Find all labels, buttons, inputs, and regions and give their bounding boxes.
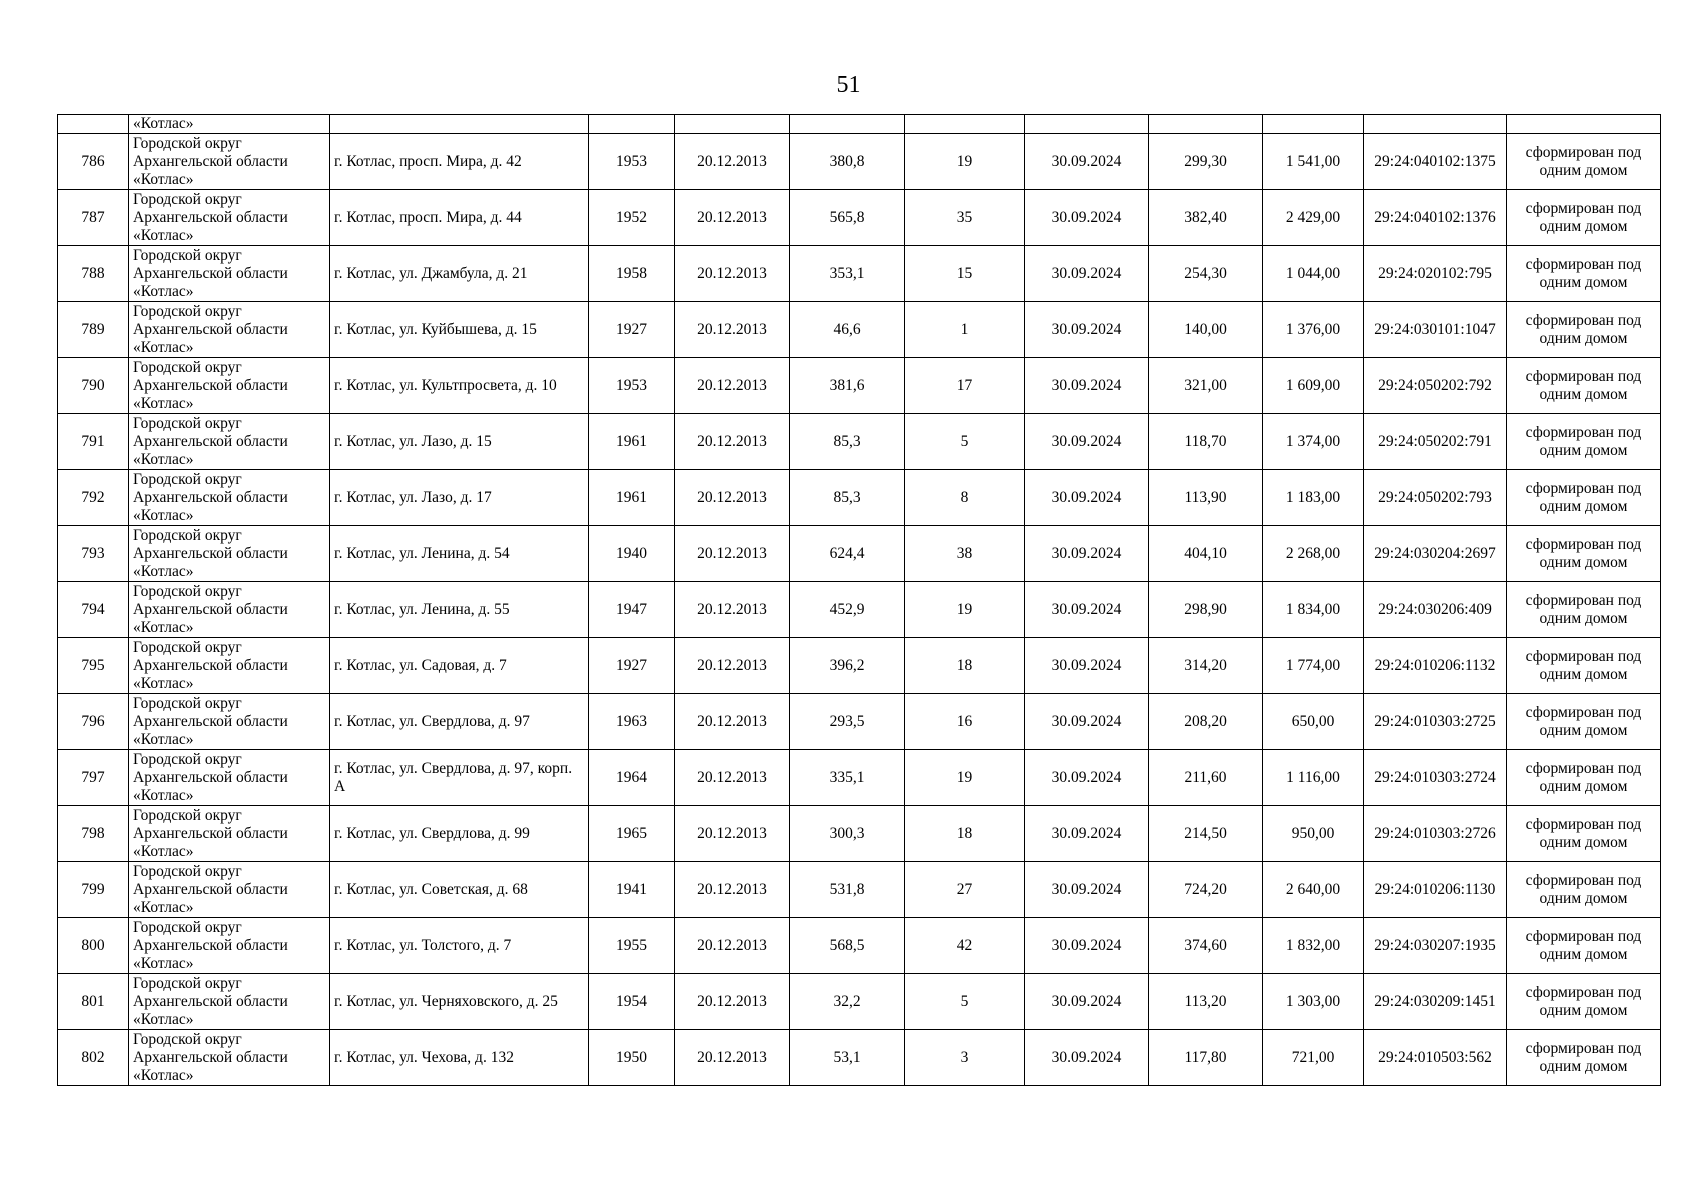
- cell-area2: 113,20: [1149, 974, 1263, 1030]
- cell-cadastral: 29:24:010503:562: [1364, 1030, 1507, 1086]
- cell-cadastral: 29:24:050202:792: [1364, 358, 1507, 414]
- cell-date: 20.12.2013: [675, 414, 790, 470]
- cell-address: г. Котлас, ул. Культпросвета, д. 10: [330, 358, 589, 414]
- cell-municipality: Городской округ Архангельской области «Котлас»: [129, 190, 330, 246]
- cell-area2: 404,10: [1149, 526, 1263, 582]
- cell-area2: 298,90: [1149, 582, 1263, 638]
- cell-date2: 30.09.2024: [1025, 358, 1149, 414]
- table-row: [58, 358, 1661, 414]
- cell-date: 20.12.2013: [675, 302, 790, 358]
- cell-year: 1954: [589, 974, 675, 1030]
- cell-area: 32,2: [790, 974, 905, 1030]
- cell-residents: 17: [905, 358, 1025, 414]
- cell-area3: 1 541,00: [1263, 134, 1364, 190]
- cell-num: 797: [58, 750, 129, 806]
- cell-date2: 30.09.2024: [1025, 134, 1149, 190]
- cell-cadastral: 29:24:030204:2697: [1364, 526, 1507, 582]
- table-row: [58, 638, 1661, 694]
- cell-municipality: Городской округ Архангельской области «Котлас»: [129, 918, 330, 974]
- table-row: [58, 526, 1661, 582]
- cell-area3: 1 303,00: [1263, 974, 1364, 1030]
- cell-year: 1965: [589, 806, 675, 862]
- cell-num: 792: [58, 470, 129, 526]
- cell-area3: 2 268,00: [1263, 526, 1364, 582]
- cell-year: 1955: [589, 918, 675, 974]
- cell-area2: 321,00: [1149, 358, 1263, 414]
- cell-cadastral: 29:24:040102:1376: [1364, 190, 1507, 246]
- cell-cadastral: 29:24:010206:1132: [1364, 638, 1507, 694]
- cell-area3: 950,00: [1263, 806, 1364, 862]
- cell-address: г. Котлас, ул. Ленина, д. 55: [330, 582, 589, 638]
- cell-year: 1961: [589, 414, 675, 470]
- cell-date2: 30.09.2024: [1025, 246, 1149, 302]
- cell-address: г. Котлас, ул. Ленина, д. 54: [330, 526, 589, 582]
- cell-address: [330, 115, 589, 134]
- cell-cadastral: 29:24:040102:1375: [1364, 134, 1507, 190]
- cell-address: г. Котлас, просп. Мира, д. 44: [330, 190, 589, 246]
- cell-address: г. Котлас, ул. Свердлова, д. 97: [330, 694, 589, 750]
- cell-year: 1953: [589, 134, 675, 190]
- table-row: [58, 582, 1661, 638]
- cell-area: 293,5: [790, 694, 905, 750]
- table-row: [58, 862, 1661, 918]
- cell-date: 20.12.2013: [675, 918, 790, 974]
- table-row: [58, 470, 1661, 526]
- cell-residents: 38: [905, 526, 1025, 582]
- cell-municipality: Городской округ Архангельской области «Котлас»: [129, 470, 330, 526]
- cell-status: сформирован под одним домом: [1507, 190, 1661, 246]
- cell-address: г. Котлас, просп. Мира, д. 42: [330, 134, 589, 190]
- cell-area2: 118,70: [1149, 414, 1263, 470]
- cell-municipality: Городской округ Архангельской области «Котлас»: [129, 246, 330, 302]
- cell-date: 20.12.2013: [675, 470, 790, 526]
- cell-date2: 30.09.2024: [1025, 470, 1149, 526]
- cell-area2: 211,60: [1149, 750, 1263, 806]
- cell-status: сформирован под одним домом: [1507, 806, 1661, 862]
- table-row: [58, 694, 1661, 750]
- cell-area: 381,6: [790, 358, 905, 414]
- cell-status: сформирован под одним домом: [1507, 526, 1661, 582]
- cell-date2: 30.09.2024: [1025, 694, 1149, 750]
- cell-num: 794: [58, 582, 129, 638]
- cell-address: г. Котлас, ул. Черняховского, д. 25: [330, 974, 589, 1030]
- cell-cadastral: 29:24:030206:409: [1364, 582, 1507, 638]
- table-row: [58, 246, 1661, 302]
- cell-area3: 1 832,00: [1263, 918, 1364, 974]
- cell-num: 800: [58, 918, 129, 974]
- cell-area3: 1 374,00: [1263, 414, 1364, 470]
- cell-date: 20.12.2013: [675, 974, 790, 1030]
- cell-address: г. Котлас, ул. Советская, д. 68: [330, 862, 589, 918]
- cell-municipality: Городской округ Архангельской области «Котлас»: [129, 526, 330, 582]
- cell-year: 1964: [589, 750, 675, 806]
- cell-num: 791: [58, 414, 129, 470]
- cell-status: сформирован под одним домом: [1507, 918, 1661, 974]
- cell-num: 789: [58, 302, 129, 358]
- cell-area: 53,1: [790, 1030, 905, 1086]
- cell-status: сформирован под одним домом: [1507, 694, 1661, 750]
- cell-area3: 1 376,00: [1263, 302, 1364, 358]
- cell-residents: 8: [905, 470, 1025, 526]
- cell-status: сформирован под одним домом: [1507, 582, 1661, 638]
- cell-year: 1952: [589, 190, 675, 246]
- table-row: [58, 414, 1661, 470]
- cell-num: 795: [58, 638, 129, 694]
- cell-status: сформирован под одним домом: [1507, 1030, 1661, 1086]
- cell-status: сформирован под одним домом: [1507, 302, 1661, 358]
- cell-municipality: Городской округ Архангельской области «Котлас»: [129, 414, 330, 470]
- cell-area3: 650,00: [1263, 694, 1364, 750]
- cell-cadastral: 29:24:010303:2725: [1364, 694, 1507, 750]
- cell-area: 335,1: [790, 750, 905, 806]
- cell-residents: 16: [905, 694, 1025, 750]
- cell-area: 46,6: [790, 302, 905, 358]
- cell-area2: 117,80: [1149, 1030, 1263, 1086]
- cell-address: г. Котлас, ул. Чехова, д. 132: [330, 1030, 589, 1086]
- cell-status: сформирован под одним домом: [1507, 134, 1661, 190]
- cell-date: 20.12.2013: [675, 862, 790, 918]
- cell-address: г. Котлас, ул. Джамбула, д. 21: [330, 246, 589, 302]
- table-body: [58, 115, 1661, 1086]
- cell-residents: 3: [905, 1030, 1025, 1086]
- cell-municipality: Городской округ Архангельской области «Котлас»: [129, 806, 330, 862]
- cell-area3: 1 116,00: [1263, 750, 1364, 806]
- cell-area2: 314,20: [1149, 638, 1263, 694]
- table-row: [58, 1030, 1661, 1086]
- cell-area2: 724,20: [1149, 862, 1263, 918]
- cell-address: г. Котлас, ул. Толстого, д. 7: [330, 918, 589, 974]
- cell-cadastral: [1364, 115, 1507, 134]
- cell-area2: 299,30: [1149, 134, 1263, 190]
- cell-residents: [905, 115, 1025, 134]
- cell-cadastral: 29:24:010303:2724: [1364, 750, 1507, 806]
- cell-area: 353,1: [790, 246, 905, 302]
- cell-residents: 19: [905, 582, 1025, 638]
- cell-year: 1947: [589, 582, 675, 638]
- cell-address: г. Котлас, ул. Куйбышева, д. 15: [330, 302, 589, 358]
- cell-date2: 30.09.2024: [1025, 974, 1149, 1030]
- housing-registry-table: [57, 114, 1661, 1086]
- cell-num: 798: [58, 806, 129, 862]
- cell-residents: 19: [905, 134, 1025, 190]
- cell-area3: 1 834,00: [1263, 582, 1364, 638]
- cell-residents: 5: [905, 414, 1025, 470]
- cell-municipality: Городской округ Архангельской области «Котлас»: [129, 302, 330, 358]
- cell-cadastral: 29:24:030209:1451: [1364, 974, 1507, 1030]
- cell-municipality: Городской округ Архангельской области «Котлас»: [129, 638, 330, 694]
- cell-cadastral: 29:24:030101:1047: [1364, 302, 1507, 358]
- cell-area2: 254,30: [1149, 246, 1263, 302]
- cell-address: г. Котлас, ул. Свердлова, д. 99: [330, 806, 589, 862]
- cell-residents: 18: [905, 806, 1025, 862]
- cell-area: 452,9: [790, 582, 905, 638]
- cell-residents: 27: [905, 862, 1025, 918]
- cell-area3: 2 640,00: [1263, 862, 1364, 918]
- cell-num: 786: [58, 134, 129, 190]
- cell-area2: 140,00: [1149, 302, 1263, 358]
- table-row: [58, 134, 1661, 190]
- cell-area2: 382,40: [1149, 190, 1263, 246]
- cell-area: 624,4: [790, 526, 905, 582]
- cell-date: 20.12.2013: [675, 750, 790, 806]
- cell-area: 380,8: [790, 134, 905, 190]
- cell-area3: 2 429,00: [1263, 190, 1364, 246]
- cell-num: 802: [58, 1030, 129, 1086]
- cell-address: г. Котлас, ул. Садовая, д. 7: [330, 638, 589, 694]
- cell-num: 799: [58, 862, 129, 918]
- table-row: [58, 974, 1661, 1030]
- cell-date: 20.12.2013: [675, 1030, 790, 1086]
- cell-residents: 1: [905, 302, 1025, 358]
- table-row: [58, 806, 1661, 862]
- cell-residents: 5: [905, 974, 1025, 1030]
- cell-area: 396,2: [790, 638, 905, 694]
- cell-municipality: Городской округ Архангельской области «Котлас»: [129, 582, 330, 638]
- cell-status: сформирован под одним домом: [1507, 414, 1661, 470]
- cell-area3: [1263, 115, 1364, 134]
- cell-status: [1507, 115, 1661, 134]
- cell-address: г. Котлас, ул. Свердлова, д. 97, корп. А: [330, 750, 589, 806]
- cell-municipality: Городской округ Архангельской области «Котлас»: [129, 358, 330, 414]
- cell-date2: 30.09.2024: [1025, 582, 1149, 638]
- cell-year: 1927: [589, 638, 675, 694]
- cell-municipality: Городской округ Архангельской области «Котлас»: [129, 862, 330, 918]
- cell-year: [589, 115, 675, 134]
- cell-cadastral: 29:24:010303:2726: [1364, 806, 1507, 862]
- cell-date2: 30.09.2024: [1025, 918, 1149, 974]
- cell-municipality: Городской округ Архангельской области «Котлас»: [129, 694, 330, 750]
- cell-residents: 42: [905, 918, 1025, 974]
- cell-area3: 721,00: [1263, 1030, 1364, 1086]
- cell-area2: 374,60: [1149, 918, 1263, 974]
- cell-num: 793: [58, 526, 129, 582]
- cell-area2: 214,50: [1149, 806, 1263, 862]
- cell-date: [675, 115, 790, 134]
- cell-date2: 30.09.2024: [1025, 526, 1149, 582]
- continuation-row: [58, 115, 1661, 134]
- cell-num: 801: [58, 974, 129, 1030]
- cell-date2: 30.09.2024: [1025, 750, 1149, 806]
- cell-area3: 1 609,00: [1263, 358, 1364, 414]
- cell-date2: 30.09.2024: [1025, 302, 1149, 358]
- cell-year: 1958: [589, 246, 675, 302]
- cell-year: 1953: [589, 358, 675, 414]
- cell-date2: 30.09.2024: [1025, 1030, 1149, 1086]
- cell-date: 20.12.2013: [675, 134, 790, 190]
- cell-area: 565,8: [790, 190, 905, 246]
- cell-year: 1961: [589, 470, 675, 526]
- cell-status: сформирован под одним домом: [1507, 246, 1661, 302]
- table-row: [58, 918, 1661, 974]
- cell-year: 1950: [589, 1030, 675, 1086]
- cell-area: 531,8: [790, 862, 905, 918]
- cell-date: 20.12.2013: [675, 694, 790, 750]
- cell-status: сформирован под одним домом: [1507, 974, 1661, 1030]
- cell-residents: 19: [905, 750, 1025, 806]
- cell-date: 20.12.2013: [675, 246, 790, 302]
- table-row: [58, 190, 1661, 246]
- cell-cadastral: 29:24:050202:791: [1364, 414, 1507, 470]
- cell-date2: 30.09.2024: [1025, 862, 1149, 918]
- cell-area3: 1 183,00: [1263, 470, 1364, 526]
- cell-area2: 113,90: [1149, 470, 1263, 526]
- cell-residents: 18: [905, 638, 1025, 694]
- cell-num: 787: [58, 190, 129, 246]
- table-row: [58, 302, 1661, 358]
- cell-area: 300,3: [790, 806, 905, 862]
- cell-num: 796: [58, 694, 129, 750]
- cell-residents: 15: [905, 246, 1025, 302]
- cell-date: 20.12.2013: [675, 358, 790, 414]
- cell-municipality: Городской округ Архангельской области «Котлас»: [129, 974, 330, 1030]
- cell-area: [790, 115, 905, 134]
- cell-municipality: «Котлас»: [129, 115, 330, 134]
- cell-date2: 30.09.2024: [1025, 414, 1149, 470]
- cell-date2: 30.09.2024: [1025, 190, 1149, 246]
- table-row: [58, 750, 1661, 806]
- cell-area: 568,5: [790, 918, 905, 974]
- cell-num: 788: [58, 246, 129, 302]
- cell-residents: 35: [905, 190, 1025, 246]
- cell-municipality: Городской округ Архангельской области «Котлас»: [129, 750, 330, 806]
- cell-date2: [1025, 115, 1149, 134]
- cell-area3: 1 044,00: [1263, 246, 1364, 302]
- cell-area2: 208,20: [1149, 694, 1263, 750]
- cell-date: 20.12.2013: [675, 190, 790, 246]
- cell-cadastral: 29:24:020102:795: [1364, 246, 1507, 302]
- cell-status: сформирован под одним домом: [1507, 470, 1661, 526]
- page-number: 51: [836, 72, 861, 98]
- cell-status: сформирован под одним домом: [1507, 750, 1661, 806]
- cell-area: 85,3: [790, 470, 905, 526]
- cell-area3: 1 774,00: [1263, 638, 1364, 694]
- cell-address: г. Котлас, ул. Лазо, д. 17: [330, 470, 589, 526]
- cell-date: 20.12.2013: [675, 806, 790, 862]
- cell-status: сформирован под одним домом: [1507, 638, 1661, 694]
- cell-address: г. Котлас, ул. Лазо, д. 15: [330, 414, 589, 470]
- cell-cadastral: 29:24:010206:1130: [1364, 862, 1507, 918]
- cell-date: 20.12.2013: [675, 526, 790, 582]
- cell-date2: 30.09.2024: [1025, 806, 1149, 862]
- cell-cadastral: 29:24:030207:1935: [1364, 918, 1507, 974]
- cell-num: [58, 115, 129, 134]
- cell-status: сформирован под одним домом: [1507, 358, 1661, 414]
- cell-status: сформирован под одним домом: [1507, 862, 1661, 918]
- cell-area: 85,3: [790, 414, 905, 470]
- cell-date2: 30.09.2024: [1025, 638, 1149, 694]
- cell-num: 790: [58, 358, 129, 414]
- cell-year: 1940: [589, 526, 675, 582]
- cell-year: 1963: [589, 694, 675, 750]
- cell-date: 20.12.2013: [675, 638, 790, 694]
- cell-cadastral: 29:24:050202:793: [1364, 470, 1507, 526]
- cell-year: 1941: [589, 862, 675, 918]
- cell-date: 20.12.2013: [675, 582, 790, 638]
- cell-municipality: Городской округ Архангельской области «Котлас»: [129, 134, 330, 190]
- cell-year: 1927: [589, 302, 675, 358]
- cell-municipality: Городской округ Архангельской области «Котлас»: [129, 1030, 330, 1086]
- cell-area2: [1149, 115, 1263, 134]
